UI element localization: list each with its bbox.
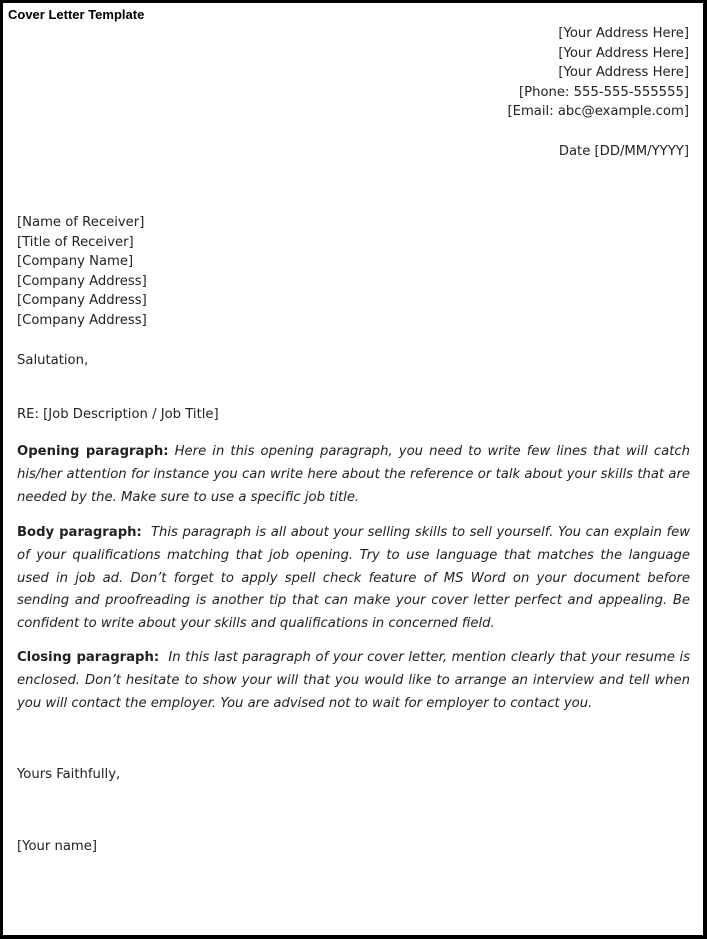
sender-address-line-2: [Your Address Here] xyxy=(558,45,689,61)
document-title: Cover Letter Template xyxy=(8,7,145,22)
receiver-company-address-2: [Company Address] xyxy=(17,293,147,309)
receiver-name: [Name of Receiver] xyxy=(17,215,145,230)
closing-paragraph: Closing paragraph: In this last paragraph of your cover letter, mention clearly that your resume is enclosed. Don’t hesitate to show your will that you would like to arrange an interview and tell when you will contact the employer. You are advised not to wait for employer to contact you. xyxy=(17,650,690,711)
receiver-company-address-3: [Company Address] xyxy=(17,312,147,328)
sender-email: [Email: abc@example.com] xyxy=(507,104,689,120)
opening-paragraph-label: Opening paragraph xyxy=(17,444,164,459)
receiver-company-address-1: [Company Address] xyxy=(17,273,147,289)
body-paragraph-text: This paragraph is all about your selling skills to sell yourself. You can explain few of your qualifications matching that job opening. Try to use language that matches the language used in job ad. Don’t forget to apply spell check feature of MS Word on your document before sending and proofreading is another tip that can make your cover letter perfect and appealing. Be confident to write about your skills and qualifications in concerned field. xyxy=(17,525,691,632)
opening-paragraph: Opening paragraph: Here in this opening paragraph, you need to write few lines that will catch his/her attention for instance you can write here about the reference or talk about your skills that are needed by the. Make sure to use a specific job title. xyxy=(17,444,690,505)
body-paragraph-label: Body paragraph xyxy=(17,525,137,540)
opening-paragraph-text: Here in this opening paragraph, you need to write few lines that will catch his/her attention for instance you can write here about the reference or talk about your skills that are needed by the. Make sure to use a specific job title. xyxy=(17,444,690,505)
closing-paragraph-text: In this last paragraph of your cover letter, mention clearly that your resume is enclosed. Don’t hesitate to show your will that you would like to arrange an interview and tell when you will contact the employer. You are advised not to wait for employer to contact you. xyxy=(17,650,690,711)
receiver-title: [Title of Receiver] xyxy=(17,234,134,250)
signature-name: [Your name] xyxy=(17,839,98,854)
receiver-company-name: [Company Name] xyxy=(17,254,134,270)
sender-phone: [Phone: 555-555-555555] xyxy=(519,84,689,100)
sender-address-line-3: [Your Address Here] xyxy=(558,65,689,81)
salutation: Salutation, xyxy=(17,353,89,368)
closing-paragraph-label: Closing paragraph xyxy=(17,650,154,665)
subject-line: RE: [Job Description / Job Title] xyxy=(17,407,219,422)
letter-date: Date [DD/MM/YYYY] xyxy=(558,144,689,159)
sender-address-block xyxy=(507,24,689,122)
body-paragraph: Body paragraph: This paragraph is all about your selling skills to sell yourself. You can explain few of your qualifications matching that job opening. Try to use language that matches the language used in job ad. Don’t forget to apply spell check feature of MS Word on your document before sending and proofreading is another tip that can make your cover letter perfect and appealing. Be confident to write about your skills and qualifications in concerned field. xyxy=(17,525,691,632)
complimentary-close: Yours Faithfully, xyxy=(17,767,121,782)
sender-address-line-1: [Your Address Here] xyxy=(558,26,689,41)
receiver-address-block xyxy=(17,213,147,331)
